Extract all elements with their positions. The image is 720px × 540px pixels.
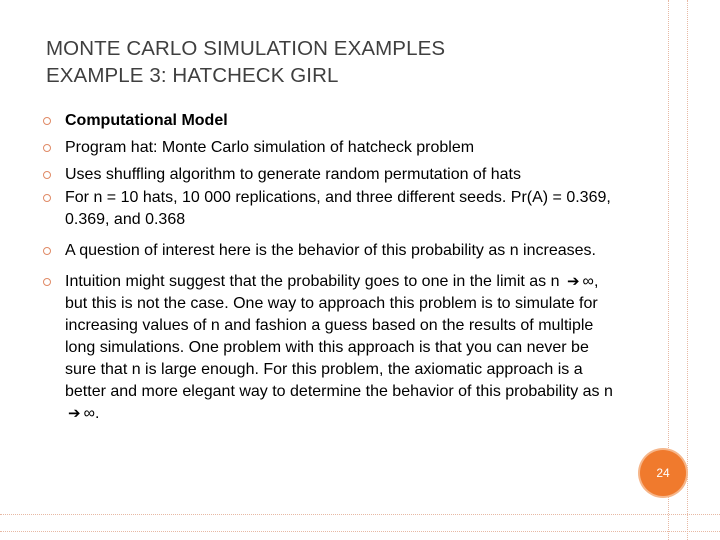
- bullet-item-6: [42, 271, 622, 425]
- bullet-item-1: [42, 110, 622, 132]
- bullet-icon: [43, 194, 51, 202]
- title-line-1: MONTE CARLO SIMULATION EXAMPLES: [46, 37, 446, 60]
- bullet-item-3: [42, 164, 622, 186]
- bullet-text-6a: Intuition might suggest that the probability goes to one in the limit as n: [65, 273, 560, 290]
- decorative-frame-bottom: [0, 514, 720, 532]
- bullet-text-5: A question of interest here is the behavior of this probability as n increases.: [65, 242, 596, 259]
- bullet-text-4: For n = 10 hats, 10 000 replications, and three different seeds. Pr(A) = 0.369, 0.369, and 0.368: [65, 189, 611, 228]
- bullet-icon: [43, 117, 51, 125]
- bullet-icon: [43, 247, 51, 255]
- bullet-text-3: Uses shuffling algorithm to generate random permutation of hats: [65, 166, 521, 183]
- bullet-icon: [43, 144, 51, 152]
- bullet-list: [42, 110, 622, 425]
- right-arrow-icon: ➔: [68, 405, 81, 422]
- bullet-text-6c: ∞.: [83, 405, 100, 422]
- bullet-item-5: [42, 240, 622, 262]
- page-number-badge: 24: [640, 450, 686, 496]
- bullet-text-1: Computational Model: [65, 112, 228, 129]
- bullet-item-2: [42, 137, 622, 159]
- title-line-2: EXAMPLE 3: HATCHECK GIRL: [46, 64, 339, 87]
- bullet-text-6b: ∞, but this is not the case. One way to approach this problem is to simulate for increasing values of n and fashion a guess based on the results of multiple long simulations. One problem with this approach is that you can never be sure that n is large enough. For this problem, the axiomatic approach is a better and more elegant way to determine the behavior of this probability as n: [65, 273, 613, 400]
- bullet-item-4: [42, 187, 622, 231]
- bullet-text-2: Program hat: Monte Carlo simulation of hatcheck problem: [65, 139, 475, 156]
- bullet-icon: [43, 278, 51, 286]
- bullet-icon: [43, 171, 51, 179]
- right-arrow-icon: ➔: [566, 273, 580, 290]
- slide-title: [46, 35, 646, 89]
